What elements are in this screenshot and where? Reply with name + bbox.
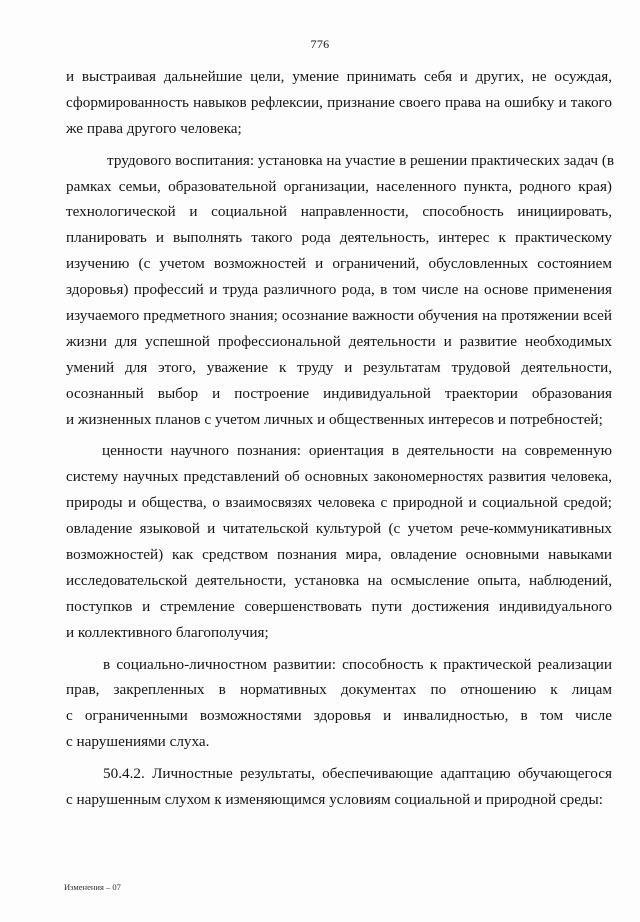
text-line: и жизненных планов с учетом личных и общественных интересов и потребностей;	[66, 410, 603, 428]
text-line: овладение языковой и читательской культурой (с учетом рече-коммуникативных	[66, 520, 612, 538]
paragraph-labor-education	[66, 148, 615, 433]
text-line: осознанный выбор и построение индивидуальной траектории образования	[66, 384, 612, 402]
text-line: изучаемого предметного знания; осознание важности обучения на протяжении всей	[66, 307, 612, 325]
page-number: 776	[310, 37, 330, 51]
text-line: с нарушениями слуха.	[66, 733, 210, 751]
text-line: в социально-личностном развитии: способность к практической реализации	[103, 655, 612, 673]
text-line: же права другого человека;	[66, 119, 242, 137]
text-line: исследовательской деятельности, установка на осмысление опыта, наблюдений,	[66, 571, 612, 589]
text-line: изучению (с учетом возможностей и ограничений, обусловленных состоянием	[66, 255, 612, 273]
text-line: с нарушенным слухом к изменяющимся условиям социальной и природной среды:	[66, 791, 603, 809]
paragraph-section-50-4-2	[66, 761, 612, 813]
text-line: возможностей) как средством познания мира, овладение основными навыками	[66, 546, 612, 564]
text-line: сформированность навыков рефлексии, признание своего права на ошибку и такого	[66, 93, 612, 111]
text-line: природы и общества, о взаимосвязях человека с природной и социальной средой;	[66, 494, 612, 512]
text-line: технологической и социальной направленности, способность инициировать,	[66, 203, 612, 221]
text-line: и коллективного благополучия;	[66, 623, 269, 641]
text-line: рамках семьи, образовательной организации, населенного пункта, родного края)	[66, 177, 612, 195]
text-line: жизни для успешной профессиональной деятельности и развитие необходимых	[66, 332, 612, 350]
text-line: 50.4.2. Личностные результаты, обеспечивающие адаптацию обучающегося	[103, 765, 612, 783]
text-line: поступков и стремление совершенствовать пути достижения индивидуального	[66, 597, 612, 615]
text-line: систему научных представлений об основных закономерностях развития человека,	[66, 468, 612, 486]
text-line: с ограниченными возможностями здоровья и инвалидностью, в том числе	[66, 707, 612, 725]
text-line: планировать и выполнять такого рода деятельность, интерес к практическому	[66, 229, 612, 247]
paragraph-social-personal	[66, 652, 612, 756]
text-line: ценности научного познания: ориентация в деятельности на современную	[102, 442, 612, 460]
text-line: и выстраивая дальнейшие цели, умение принимать себя и других, не осуждая,	[66, 68, 612, 85]
text-line: трудового воспитания: установка на участие в решении практических задач (в	[107, 151, 615, 169]
paragraph-continuation	[66, 64, 612, 142]
text-line: прав, закрепленных в нормативных документах по отношению к лицам	[66, 681, 612, 699]
page-footer: Изменения – 07	[64, 882, 121, 892]
document-body	[66, 64, 615, 813]
text-line: умений для этого, уважение к труду и результатам трудовой деятельности,	[66, 358, 612, 376]
paragraph-scientific-knowledge	[66, 438, 612, 645]
text-line: здоровья) профессий и труда различного рода, в том числе на основе применения	[66, 281, 612, 299]
